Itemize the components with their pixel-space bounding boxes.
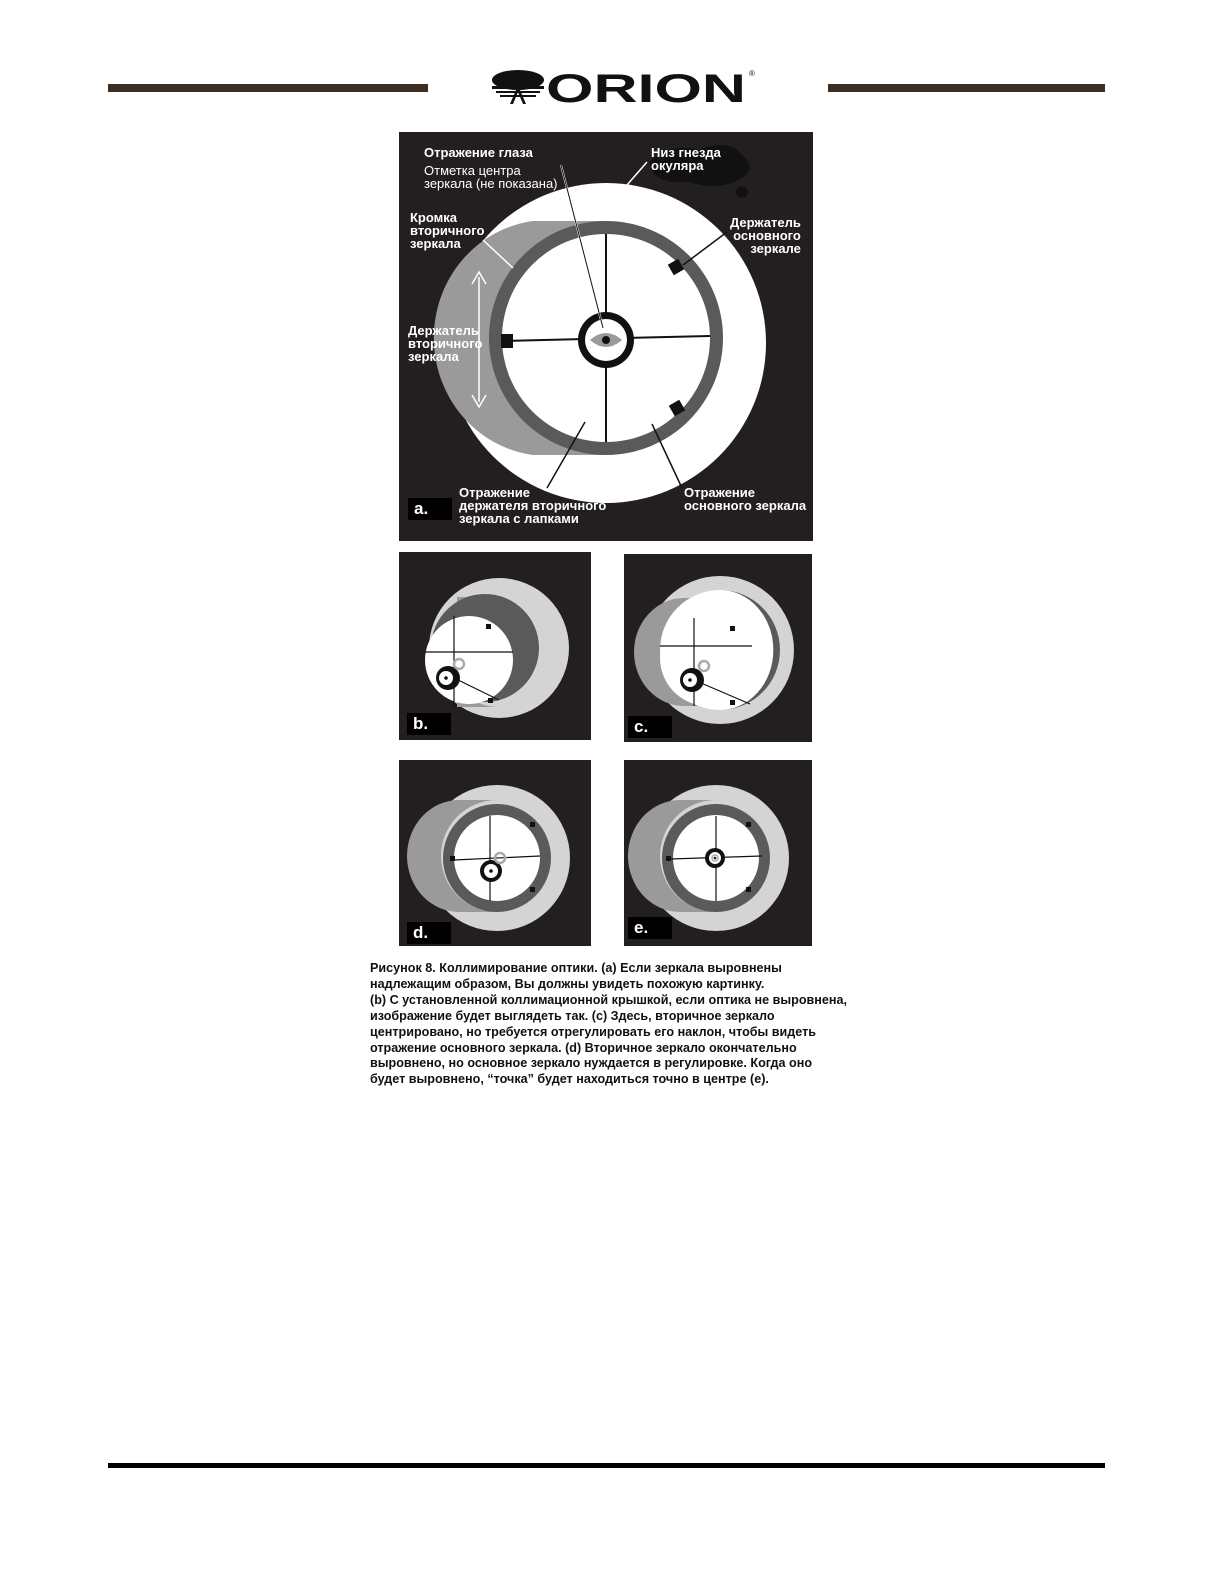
figure-a — [399, 132, 813, 541]
figure-b-tag: b. — [407, 713, 451, 735]
figure-c-tag: c. — [628, 716, 672, 738]
telescope-tree-icon — [492, 70, 544, 104]
label-primary-reflection: Отражение основного зеркала — [684, 485, 807, 513]
caption-title: Рисунок 8. Коллимирование оптики. (a) Если зеркала выровнены надлежащим образом, Вы должны увидеть похожую картинку. — [370, 961, 782, 991]
label-center-mark: Отметка центра зеркала (не показана) — [424, 163, 558, 191]
figure-b-diagram — [399, 552, 591, 740]
caption-body: (b) С установленной коллимационной крышкой, если оптика не выровнена, изображение будет выглядеть так. (c) Здесь, вторичное зеркало центрировано, но требуется отрегулировать его наклон, чтобы видеть отражение основного зеркала. (d) Вторичное зеркало окончательно выровнено, но основное зеркало нуждается в регулировке. Когда оно будет выровнено, “точка” будет находиться точно в центре (e). — [370, 992, 848, 1087]
header-rule-right — [828, 84, 1105, 92]
figure-d-diagram — [399, 760, 591, 946]
label-eye-reflection: Отражение глаза — [424, 145, 533, 160]
label-primary-holder: Держатель основного зеркале — [730, 215, 801, 256]
label-eyepiece-bottom: Низ гнезда окуляра — [651, 145, 721, 173]
figure-d — [399, 760, 591, 946]
label-spider-reflection: Отражение держателя вторичного зеркала с лапками — [459, 485, 607, 526]
figure-e-tag: e. — [628, 917, 672, 939]
figure-e — [624, 760, 812, 946]
label-secondary-holder: Держатель вторичного зеркала — [408, 323, 483, 364]
figure-c — [624, 554, 812, 742]
figure-d-tag: d. — [407, 922, 451, 944]
brand-wordmark: ORION — [546, 67, 746, 108]
label-secondary-edge: Кромка вторичного зеркала — [410, 210, 485, 251]
footer-rule — [108, 1463, 1105, 1468]
figure-a-tag: a. — [408, 498, 452, 520]
orion-logo — [490, 66, 760, 108]
figure-caption — [370, 961, 850, 1088]
header-rule-left — [108, 84, 428, 92]
registered-mark: ® — [749, 69, 755, 78]
figure-c-diagram — [624, 554, 812, 742]
figure-b — [399, 552, 591, 740]
